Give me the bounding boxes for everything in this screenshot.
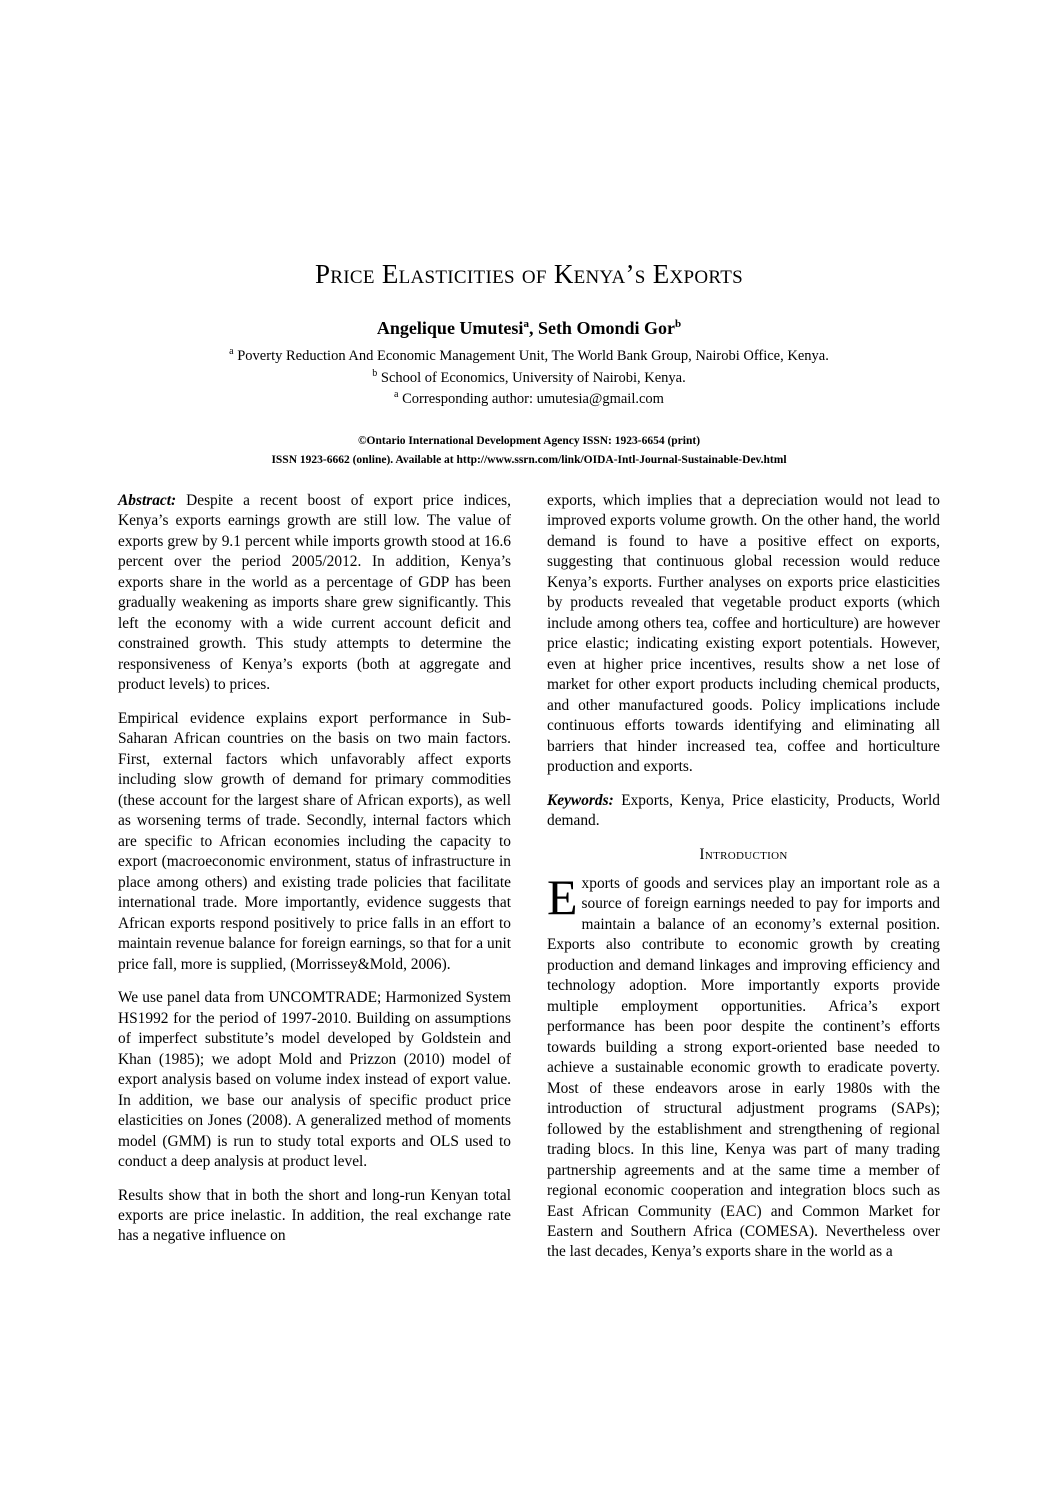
paragraph-introduction	[547, 868, 940, 1263]
two-column-body	[118, 491, 940, 1276]
abstract-text: Despite a recent boost of export price indices, Kenya’s exports earnings growth are still low. The value of exports grew by 9.1 percent while imports growth stood at 16.6 percent over the period 2005/2012. In addition, Kenya’s exports share in the world as a percentage of GDP has been gradually weakening as imports share grew significantly. This left the economy with a wide current account deficit and constrained growth. This study attempts to determine the responsiveness of Kenya’s exports (both at aggregate and product levels) to prices.	[118, 492, 511, 694]
author-a-superscript: a	[523, 318, 529, 331]
abstract-label: Abstract:	[118, 492, 177, 509]
affiliation-a	[118, 345, 940, 367]
page-title: Price Elasticities of Kenya’s Exports	[314, 259, 744, 289]
paragraph-data-methods: We use panel data from UNCOMTRADE; Harmonized System HS1992 for the period of 1997-2010. Building on assumptions of imperfect substitute’s model developed by Goldstein and Khan (1985); we adopt Mold and Prizzon (2010) model of export analysis based on volume index instead of export value. In addition, we base our analysis of specific product price elasticities on Jones (2008). A generalized method of moments model (GMM) is run to study total exports and OLS used to conduct a deep analysis at product level.	[118, 989, 511, 1171]
abstract-paragraph	[118, 491, 511, 696]
affiliation-a-text: Poverty Reduction And Economic Management Unit, The World Bank Group, Nairobi Office, Kenya.	[233, 347, 829, 364]
left-column	[118, 491, 511, 1276]
introduction-text: xports of goods and services play an important role as a source of foreign earnings needed to pay for imports and maintain a balance of an economy’s external position. Exports also contribute to economic growth by creating production and demand linkages and improving efficiency and technology adoption. More importantly exports provide multiple employment opportunities. Africa’s export performance has been poor despite the continent’s efforts towards building a strong export-oriented base needed to achieve a sustainable economic growth to eradicate poverty. Most of these endeavors arose in early 1980s with the introduction of structural adjustment programs (SAPs); followed by the establishment and strengthening of regional trading blocs. In this line, Kenya was part of many trading partnership agreements and at the same time a member of regional economic cooperation and integration blocs such as East African Community (EAC) and Common Market for Eastern and Southern Africa (COMESA). Nevertheless over the last decades, Kenya’s exports share in the world as a	[547, 874, 940, 1261]
author-secondary: , Seth Omondi Gor	[528, 318, 675, 339]
affiliation-b-text: School of Economics, University of Nairobi, Kenya.	[377, 369, 686, 386]
affiliation-b-superscript: b	[372, 367, 378, 379]
publisher-issn-online: ISSN 1923-6662 (online). Available at http://www.ssrn.com/link/OIDA-Intl-Journal-Sustainable-Dev.html	[271, 453, 787, 466]
paragraph-results: Results show that in both the short and long-run Kenyan total exports are price inelastic. In addition, the real exchange rate has a negative influence on	[118, 1186, 511, 1245]
author-b-superscript: b	[674, 318, 682, 331]
drop-cap: E	[547, 868, 578, 925]
publisher-issn-print: ©Ontario International Development Agency ISSN: 1923-6654 (print)	[357, 435, 701, 448]
keywords-paragraph	[547, 791, 940, 832]
right-column	[547, 491, 940, 1276]
affiliation-b	[118, 367, 940, 389]
corresponding-text: Corresponding author: umutesia@gmail.com	[398, 391, 664, 408]
keywords-text: Exports, Kenya, Price elasticity, Products, World demand.	[547, 791, 940, 830]
publication-info	[118, 432, 940, 469]
section-heading-introduction: Introduction	[699, 845, 788, 863]
keywords-label: Keywords:	[547, 791, 614, 809]
paragraph-empirical-evidence: Empirical evidence explains export performance in Sub-Saharan African countries on the basis on two main factors. First, external factors which unfavorably affect exports including slow growth of demand for primary commodities (these account for the largest share of African exports), as well as worsening terms of trade. Secondly, internal factors which are specific to African economies including the capacity to export (macroeconomic environment, status of infrastructure in place among others) and existing trade policies that facilitate international trade. More importantly, evidence suggests that African exports respond positively to price falls in an effort to maintain revenue balance for foreign earnings, so that for a unit price fall, more is supplied, (Morrissey&Mold, 2006).	[118, 709, 511, 973]
corresponding-author	[118, 388, 940, 410]
author-line	[118, 316, 940, 340]
paragraph-results-continued: exports, which implies that a depreciation would not lead to improved exports volume growth. On the other hand, the world demand is found to have a positive effect on exports, suggesting that continuous global recession would reduce Kenya’s exports. Further analyses on exports price elasticities by products revealed that vegetable product exports (which include among others tea, coffee and horticulture) are however price elastic; indicating existing export potentials. However, even at higher price incentives, results show a net lose of market for other export products including chemical products, and other manufactured goods. Policy implications include continuous efforts towards identifying and eliminating all barriers that hinder increased tea, coffee and horticulture production and exports.	[547, 492, 940, 776]
affiliation-a-superscript: a	[229, 345, 234, 357]
corresponding-superscript: a	[394, 389, 399, 401]
author-primary: Angelique Umutesi	[376, 318, 524, 339]
paper-content	[118, 258, 940, 1276]
